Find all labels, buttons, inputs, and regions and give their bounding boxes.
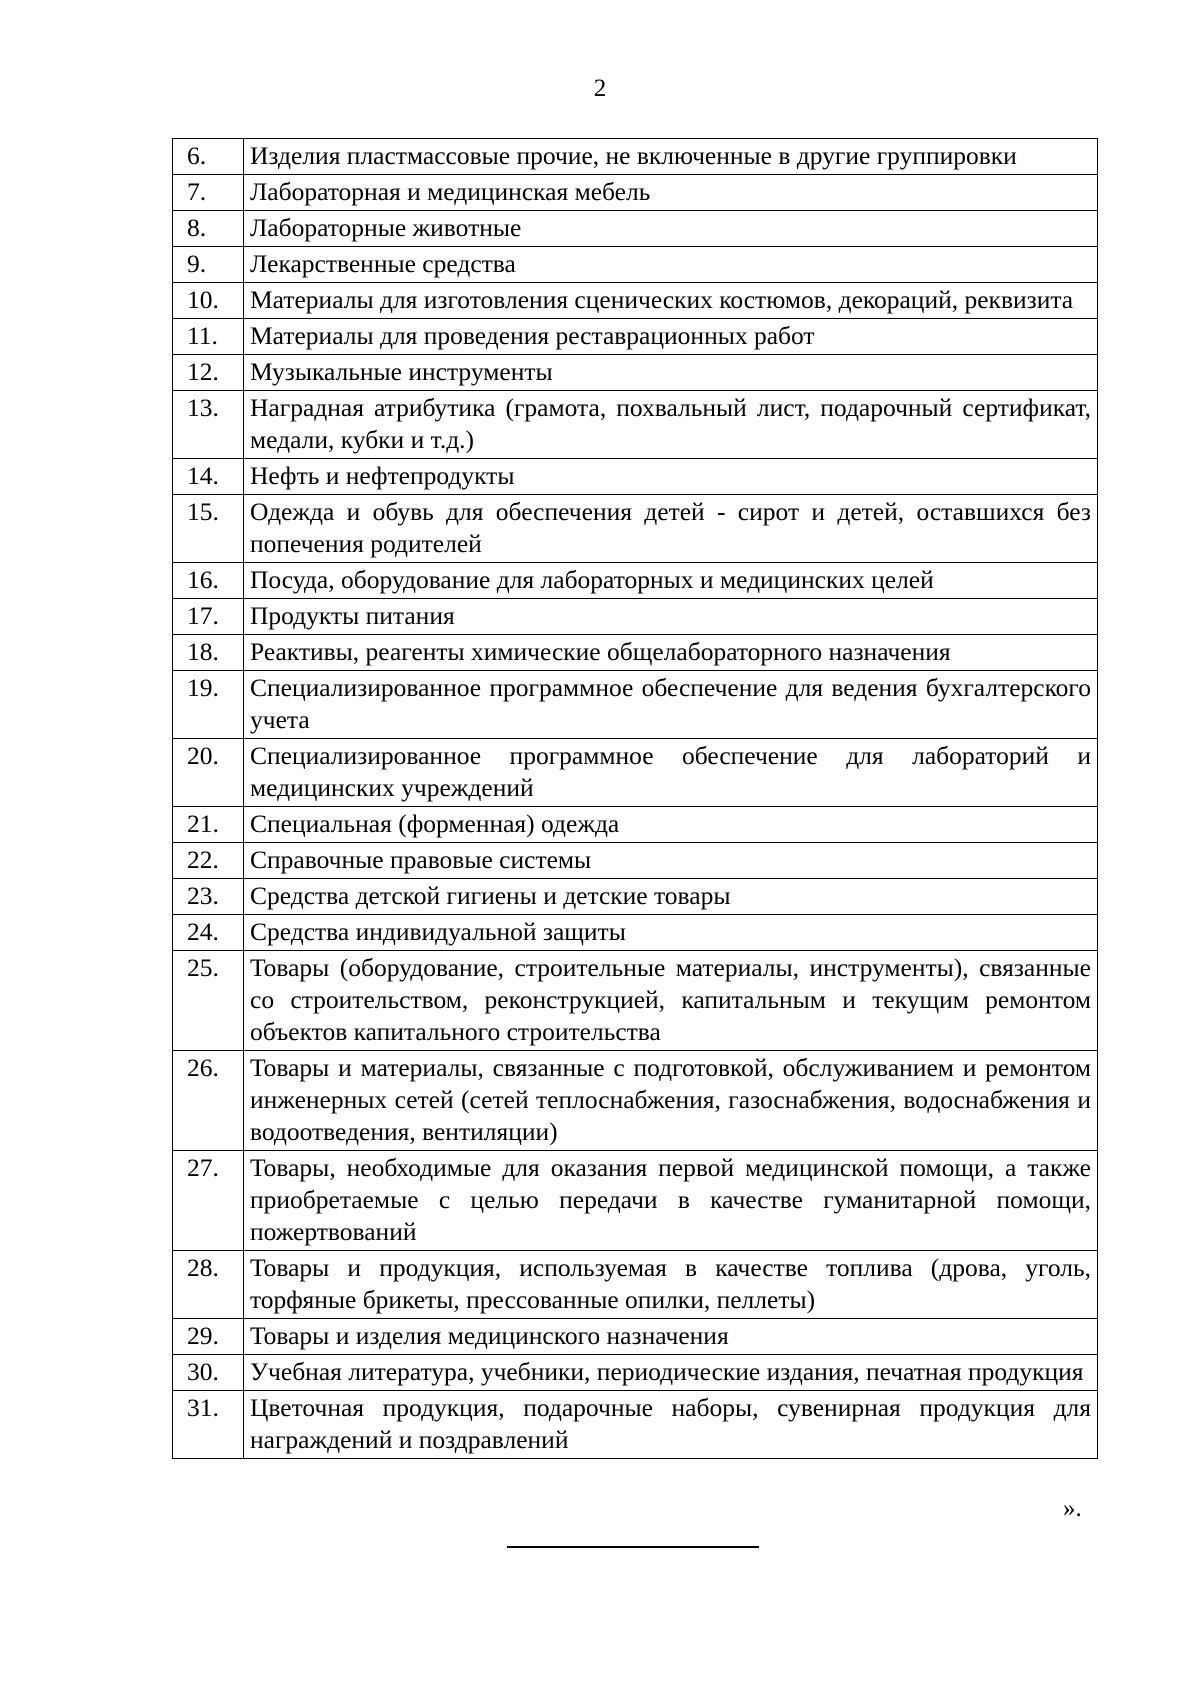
row-text: Лекарственные средства [244, 247, 1098, 283]
row-text: Специальная (форменная) одежда [244, 807, 1098, 843]
row-number: 14. [173, 459, 244, 495]
table-row [173, 879, 1098, 915]
row-number: 21. [173, 807, 244, 843]
row-text: Лабораторные животные [244, 211, 1098, 247]
row-number: 25. [173, 951, 244, 1051]
separator-line [507, 1546, 759, 1548]
row-text: Одежда и обувь для обеспечения детей - сирот и детей, оставшихся без попечения родителей [244, 495, 1098, 563]
row-number: 7. [173, 175, 244, 211]
row-number: 16. [173, 563, 244, 599]
row-text: Наградная атрибутика (грамота, похвальный лист, подарочный сертификат, медали, кубки и т.д.) [244, 391, 1098, 459]
table-row [173, 459, 1098, 495]
row-text: Цветочная продукция, подарочные наборы, сувенирная продукция для награждений и поздравлений [244, 1391, 1098, 1459]
table-row [173, 739, 1098, 807]
row-number: 23. [173, 879, 244, 915]
row-text: Продукты питания [244, 599, 1098, 635]
table-row [173, 563, 1098, 599]
row-number: 24. [173, 915, 244, 951]
row-number: 6. [173, 139, 244, 175]
table-row [173, 1319, 1098, 1355]
row-number: 11. [173, 319, 244, 355]
row-text: Реактивы, реагенты химические общелабораторного назначения [244, 635, 1098, 671]
table-row [173, 951, 1098, 1051]
table-row [173, 355, 1098, 391]
row-text: Средства детской гигиены и детские товары [244, 879, 1098, 915]
table-row [173, 211, 1098, 247]
table-row [173, 599, 1098, 635]
row-text: Средства индивидуальной защиты [244, 915, 1098, 951]
row-text: Учебная литература, учебники, периодические издания, печатная продукция [244, 1355, 1098, 1391]
row-number: 9. [173, 247, 244, 283]
row-text: Товары и изделия медицинского назначения [244, 1319, 1098, 1355]
row-text: Товары и материалы, связанные с подготовкой, обслуживанием и ремонтом инженерных сетей (сетей теплоснабжения, газоснабжения, водоснабжения и водоотведения, вентиляции) [244, 1051, 1098, 1151]
row-number: 15. [173, 495, 244, 563]
table-row [173, 283, 1098, 319]
row-text: Нефть и нефтепродукты [244, 459, 1098, 495]
row-number: 13. [173, 391, 244, 459]
row-text: Справочные правовые системы [244, 843, 1098, 879]
row-number: 12. [173, 355, 244, 391]
table-row [173, 1151, 1098, 1251]
table-row [173, 915, 1098, 951]
row-number: 28. [173, 1251, 244, 1319]
row-text: Изделия пластмассовые прочие, не включенные в другие группировки [244, 139, 1098, 175]
table-row [173, 635, 1098, 671]
row-number: 31. [173, 1391, 244, 1459]
row-number: 30. [173, 1355, 244, 1391]
row-number: 10. [173, 283, 244, 319]
row-number: 8. [173, 211, 244, 247]
table-row [173, 319, 1098, 355]
row-number: 29. [173, 1319, 244, 1355]
goods-list-table [172, 138, 1098, 1459]
row-number: 20. [173, 739, 244, 807]
row-text: Товары и продукция, используемая в качестве топлива (дрова, уголь, торфяные брикеты, прессованные опилки, пеллеты) [244, 1251, 1098, 1319]
closing-quote: ». [1063, 1495, 1082, 1522]
table-row [173, 247, 1098, 283]
table-row [173, 1251, 1098, 1319]
table-row [173, 671, 1098, 739]
table-row [173, 391, 1098, 459]
row-text: Материалы для изготовления сценических костюмов, декораций, реквизита [244, 283, 1098, 319]
row-number: 26. [173, 1051, 244, 1151]
table-row [173, 495, 1098, 563]
row-number: 18. [173, 635, 244, 671]
table-row [173, 843, 1098, 879]
row-number: 19. [173, 671, 244, 739]
row-text: Материалы для проведения реставрационных работ [244, 319, 1098, 355]
table-row [173, 1051, 1098, 1151]
row-text: Товары, необходимые для оказания первой медицинской помощи, а также приобретаемые с целью передачи в качестве гуманитарной помощи, пожертвований [244, 1151, 1098, 1251]
table-row [173, 807, 1098, 843]
page-number: 2 [593, 75, 607, 102]
row-text: Музыкальные инструменты [244, 355, 1098, 391]
row-text: Посуда, оборудование для лабораторных и медицинских целей [244, 563, 1098, 599]
row-text: Специализированное программное обеспечение для ведения бухгалтерского учета [244, 671, 1098, 739]
row-number: 22. [173, 843, 244, 879]
row-text: Товары (оборудование, строительные материалы, инструменты), связанные со строительством, реконструкцией, капитальным и текущим ремонтом объектов капитального строительства [244, 951, 1098, 1051]
table-row [173, 1355, 1098, 1391]
table-row [173, 1391, 1098, 1459]
table-row [173, 175, 1098, 211]
row-number: 27. [173, 1151, 244, 1251]
row-text: Лабораторная и медицинская мебель [244, 175, 1098, 211]
row-number: 17. [173, 599, 244, 635]
table-row [173, 139, 1098, 175]
row-text: Специализированное программное обеспечение для лабораторий и медицинских учреждений [244, 739, 1098, 807]
